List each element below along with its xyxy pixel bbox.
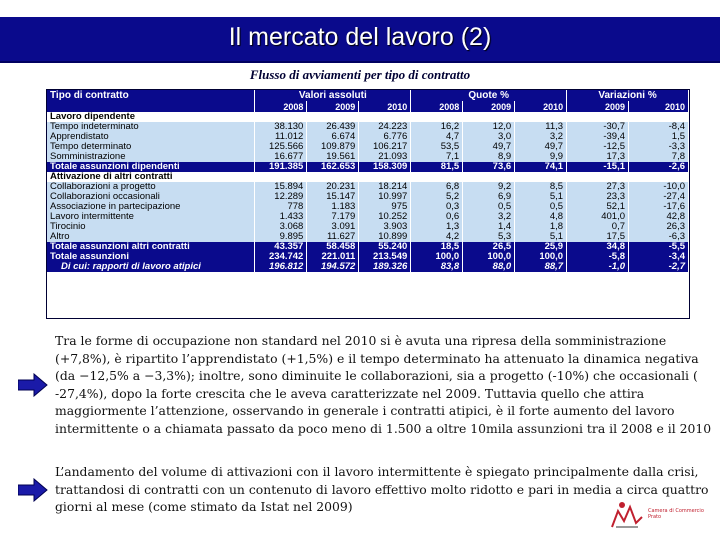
table-cell: -3,4 bbox=[629, 252, 689, 262]
year-header: 2008 bbox=[411, 101, 463, 112]
table-cell: 100,0 bbox=[463, 252, 515, 262]
table-cell: 1,8 bbox=[515, 222, 567, 232]
table-cell: 26,5 bbox=[463, 242, 515, 252]
table-cell: -5,8 bbox=[567, 252, 629, 262]
table-cell: -2,7 bbox=[629, 262, 689, 272]
table-cell: 0,6 bbox=[411, 212, 463, 222]
table-cell: 10.899 bbox=[359, 232, 411, 242]
table-cell: 125.566 bbox=[255, 142, 307, 152]
table-cell: 5,1 bbox=[515, 192, 567, 202]
table-cell: 34,8 bbox=[567, 242, 629, 252]
data-table-frame bbox=[46, 89, 690, 319]
table-cell: -1,0 bbox=[567, 262, 629, 272]
table-cell: 6,8 bbox=[411, 182, 463, 192]
table-cell: 25,9 bbox=[515, 242, 567, 252]
table-cell: 53,5 bbox=[411, 142, 463, 152]
table-cell: -8,4 bbox=[629, 122, 689, 132]
table-cell: 5,2 bbox=[411, 192, 463, 202]
table-cell: 26.439 bbox=[307, 122, 359, 132]
table-cell: 4,2 bbox=[411, 232, 463, 242]
total-row bbox=[47, 262, 689, 272]
table-cell: 7,1 bbox=[411, 152, 463, 162]
table-cell: 19.561 bbox=[307, 152, 359, 162]
table-row bbox=[47, 212, 689, 222]
row-label: Collaborazioni a progetto bbox=[47, 182, 255, 192]
table-cell: 10.997 bbox=[359, 192, 411, 202]
table-cell: 23,3 bbox=[567, 192, 629, 202]
table-cell: -15,1 bbox=[567, 162, 629, 172]
table-cell: 3,2 bbox=[515, 132, 567, 142]
table-cell: 0,5 bbox=[463, 202, 515, 212]
table-cell: -5,5 bbox=[629, 242, 689, 252]
table-cell: 100,0 bbox=[515, 252, 567, 262]
table-cell: 221.011 bbox=[307, 252, 359, 262]
table-cell: 18,5 bbox=[411, 242, 463, 252]
table-cell: 0,5 bbox=[515, 202, 567, 212]
table-cell: 24.223 bbox=[359, 122, 411, 132]
table-cell: 27,3 bbox=[567, 182, 629, 192]
table-cell: -17,6 bbox=[629, 202, 689, 212]
table-row bbox=[47, 142, 689, 152]
table-cell: 1,5 bbox=[629, 132, 689, 142]
row-label: Tempo indeterminato bbox=[47, 122, 255, 132]
table-cell: 58.458 bbox=[307, 242, 359, 252]
table-cell: 74,1 bbox=[515, 162, 567, 172]
table-cell: 213.549 bbox=[359, 252, 411, 262]
table-cell: 16.677 bbox=[255, 152, 307, 162]
table-cell: 9.895 bbox=[255, 232, 307, 242]
slide-title: Il mercato del lavoro (2) bbox=[228, 23, 492, 51]
table-cell: 234.742 bbox=[255, 252, 307, 262]
table-cell: 6.674 bbox=[307, 132, 359, 142]
table-cell: 4,8 bbox=[515, 212, 567, 222]
table-cell: 3.091 bbox=[307, 222, 359, 232]
year-header: 2010 bbox=[515, 101, 567, 112]
logo-line-2: Prato bbox=[648, 514, 662, 520]
row-label: Associazione in partecipazione bbox=[47, 202, 255, 212]
table-cell: 5,3 bbox=[463, 232, 515, 242]
table-cell: 9,9 bbox=[515, 152, 567, 162]
table-cell: 42,8 bbox=[629, 212, 689, 222]
row-label: Attivazione di altri contratti bbox=[47, 172, 689, 182]
table-cell: -10,0 bbox=[629, 182, 689, 192]
table-cell: 8,9 bbox=[463, 152, 515, 162]
table-cell: 8,5 bbox=[515, 182, 567, 192]
table-cell: 88,7 bbox=[515, 262, 567, 272]
table-cell: 38.130 bbox=[255, 122, 307, 132]
row-label: Apprendistato bbox=[47, 132, 255, 142]
table-cell: 189.326 bbox=[359, 262, 411, 272]
table-cell: 18.214 bbox=[359, 182, 411, 192]
year-header: 2008 bbox=[255, 101, 307, 112]
table-cell: -27,4 bbox=[629, 192, 689, 202]
table-cell: 12,0 bbox=[463, 122, 515, 132]
table-cell: 88,0 bbox=[463, 262, 515, 272]
table-row bbox=[47, 132, 689, 142]
table-cell: 17,3 bbox=[567, 152, 629, 162]
table-cell: 26,3 bbox=[629, 222, 689, 232]
title-bar bbox=[0, 17, 720, 63]
table-cell: 17,5 bbox=[567, 232, 629, 242]
table-cell: 12.289 bbox=[255, 192, 307, 202]
group-abs-header: Valori assoluti bbox=[255, 90, 411, 101]
row-label: Di cui: rapporti di lavoro atipici bbox=[47, 262, 255, 272]
table-cell: 5,1 bbox=[515, 232, 567, 242]
row-label: Tempo determinato bbox=[47, 142, 255, 152]
table-cell: 0,7 bbox=[567, 222, 629, 232]
table-cell: 52,1 bbox=[567, 202, 629, 212]
table-cell: -3,3 bbox=[629, 142, 689, 152]
header-row-1 bbox=[47, 90, 689, 101]
table-cell: 162.653 bbox=[307, 162, 359, 172]
year-header: 2009 bbox=[307, 101, 359, 112]
arrow-right-icon bbox=[18, 373, 48, 397]
table-cell: 778 bbox=[255, 202, 307, 212]
table-cell: 15.147 bbox=[307, 192, 359, 202]
table-cell: 3,0 bbox=[463, 132, 515, 142]
table-cell: 100,0 bbox=[411, 252, 463, 262]
table-cell: -30,7 bbox=[567, 122, 629, 132]
table-cell: 9,2 bbox=[463, 182, 515, 192]
table-cell: -6,3 bbox=[629, 232, 689, 242]
row-label: Somministrazione bbox=[47, 152, 255, 162]
group-share-header: Quote % bbox=[411, 90, 567, 101]
table-cell: 3.903 bbox=[359, 222, 411, 232]
table-cell: 194.572 bbox=[307, 262, 359, 272]
table-row bbox=[47, 202, 689, 212]
logo-caption bbox=[648, 508, 704, 520]
table-cell: 401,0 bbox=[567, 212, 629, 222]
table-cell: 975 bbox=[359, 202, 411, 212]
contract-table bbox=[47, 90, 689, 272]
table-cell: 106.217 bbox=[359, 142, 411, 152]
table-cell: 3.068 bbox=[255, 222, 307, 232]
year-header: 2010 bbox=[629, 101, 689, 112]
table-cell: 7,8 bbox=[629, 152, 689, 162]
row-label: Totale assunzioni bbox=[47, 252, 255, 262]
table-subtitle bbox=[0, 67, 720, 83]
row-label: Collaborazioni occasionali bbox=[47, 192, 255, 202]
total-row bbox=[47, 242, 689, 252]
table-cell: 196.812 bbox=[255, 262, 307, 272]
table-subtitle-text: Flusso di avviamenti per tipo di contratto bbox=[249, 67, 471, 82]
table-cell: 16,2 bbox=[411, 122, 463, 132]
table-cell: 6,9 bbox=[463, 192, 515, 202]
table-cell: 1,4 bbox=[463, 222, 515, 232]
table-cell: 43.357 bbox=[255, 242, 307, 252]
row-label: Lavoro intermittente bbox=[47, 212, 255, 222]
year-header: 2009 bbox=[463, 101, 515, 112]
table-cell: 11.627 bbox=[307, 232, 359, 242]
row-label: Lavoro dipendente bbox=[47, 112, 689, 122]
arrow-right-icon bbox=[18, 478, 48, 502]
row-label: Totale assunzioni dipendenti bbox=[47, 162, 255, 172]
table-cell: 109.879 bbox=[307, 142, 359, 152]
row-label: Totale assunzioni altri contratti bbox=[47, 242, 255, 252]
table-cell: 73,6 bbox=[463, 162, 515, 172]
header-row-2 bbox=[47, 101, 689, 112]
table-cell: 10.252 bbox=[359, 212, 411, 222]
table-cell: 11.012 bbox=[255, 132, 307, 142]
table-cell: 49,7 bbox=[463, 142, 515, 152]
table-row bbox=[47, 222, 689, 232]
table-cell: 11,3 bbox=[515, 122, 567, 132]
table-cell: 7.179 bbox=[307, 212, 359, 222]
year-header: 2009 bbox=[567, 101, 629, 112]
row-label: Tirocinio bbox=[47, 222, 255, 232]
table-row bbox=[47, 122, 689, 132]
table-cell: 83,8 bbox=[411, 262, 463, 272]
table-cell: 15.894 bbox=[255, 182, 307, 192]
table-cell: 81,5 bbox=[411, 162, 463, 172]
table-cell: 1.183 bbox=[307, 202, 359, 212]
table-cell: 1.433 bbox=[255, 212, 307, 222]
year-header: 2010 bbox=[359, 101, 411, 112]
table-cell: 6.776 bbox=[359, 132, 411, 142]
col-type-header: Tipo di contratto bbox=[47, 90, 255, 101]
table-cell: 1,3 bbox=[411, 222, 463, 232]
table-cell: 55.240 bbox=[359, 242, 411, 252]
table-cell: -39,4 bbox=[567, 132, 629, 142]
logo-line-1: Camera di Commercio bbox=[648, 508, 704, 514]
group-var-header: Variazioni % bbox=[567, 90, 689, 101]
table-cell: 49,7 bbox=[515, 142, 567, 152]
table-cell: 191.385 bbox=[255, 162, 307, 172]
row-label: Altro bbox=[47, 232, 255, 242]
paragraph-1: Tra le forme di occupazione non standard nel 2010 si è avuta una ripresa della somministrazione (+7,8%), è ripartito l’apprendistato (+1,5%) e il tempo determinato ha attenuato la dinamica negativa (da −12,5% a −3,3%); inoltre, sono diminuite le collaborazioni, sia a progetto (-10%) che occasionali ( -27,4%), dopo la forte crescita che le aveva caratterizzate nel 2009. Tuttavia quello che attira maggiormente l’attenzione, osservando in generale i contratti atipici, è il forte aumento del lavoro intermittente o a chiamata passato da poco meno di 1.500 a oltre 10mila assunzioni tra il 2008 e il 2010 bbox=[55, 333, 712, 436]
table-cell: -2,6 bbox=[629, 162, 689, 172]
paragraph-2: L’andamento del volume di attivazioni con il lavoro intermittente è spiegato principalmente dalla crisi, trattandosi di contratti con un contenuto di lavoro effettivo molto ridotto e pari in media a circa quattro giorni al mese (come stimato da Istat nel 2009) bbox=[55, 464, 709, 515]
section-row bbox=[47, 112, 689, 122]
table-cell: 4,7 bbox=[411, 132, 463, 142]
table-cell: 21.093 bbox=[359, 152, 411, 162]
table-cell: 158.309 bbox=[359, 162, 411, 172]
table-cell: 0,3 bbox=[411, 202, 463, 212]
table-cell: 20.231 bbox=[307, 182, 359, 192]
table-cell: 3,2 bbox=[463, 212, 515, 222]
table-cell: -12,5 bbox=[567, 142, 629, 152]
